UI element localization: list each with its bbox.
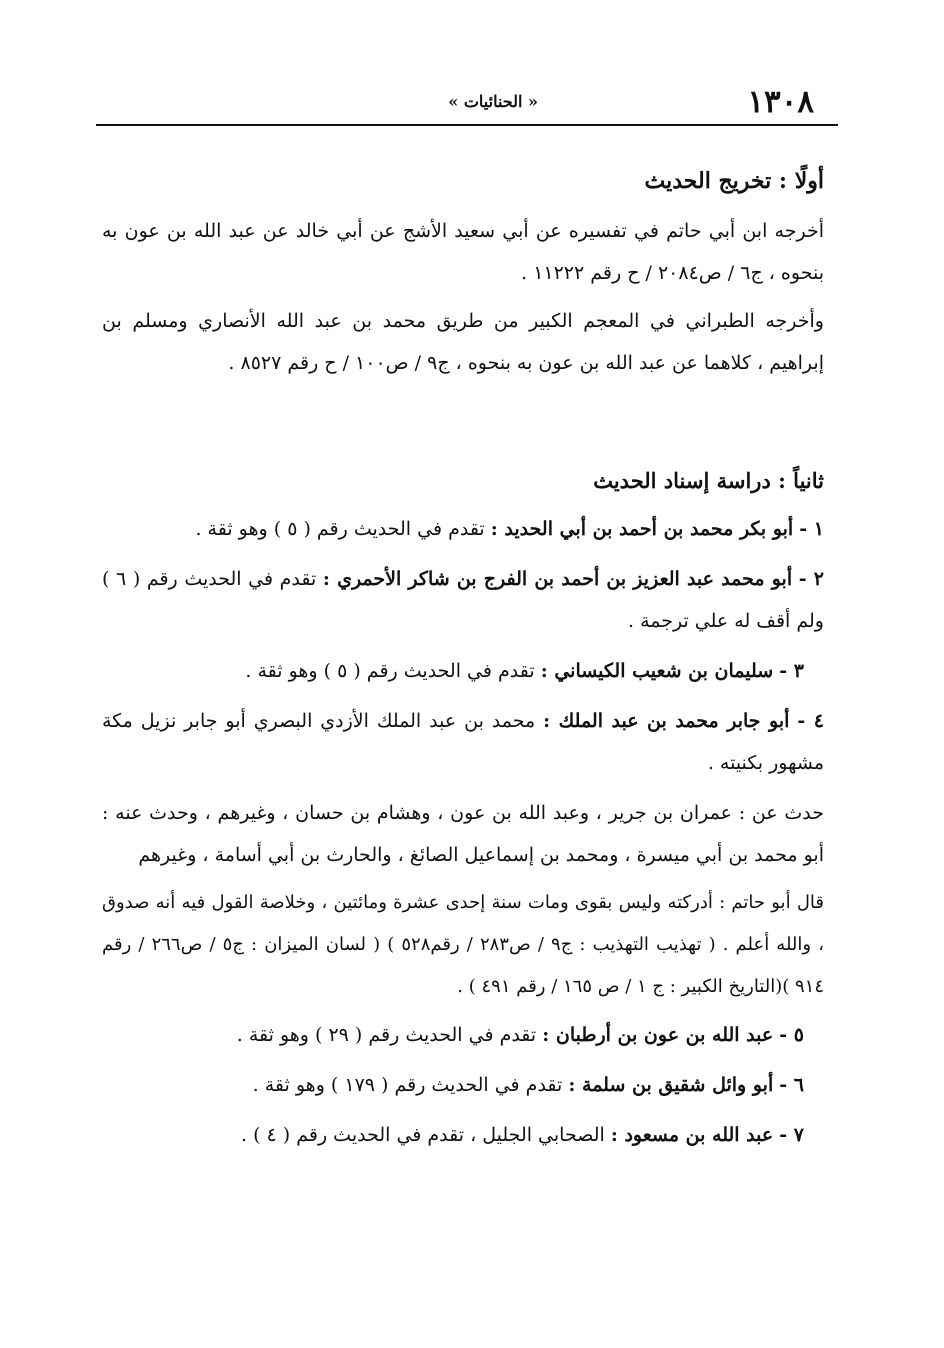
- narrator-name: عبد الله بن عون بن أرطبان :: [542, 1024, 774, 1046]
- narrator-name: أبو وائل شقيق بن سلمة :: [568, 1074, 774, 1096]
- narrator-number: ٣ -: [779, 660, 804, 682]
- narrator-item-3: [102, 650, 824, 692]
- section-gap: [102, 390, 824, 460]
- narrator-number: ١ -: [799, 518, 824, 540]
- narrator-item-7: [102, 1114, 824, 1156]
- narrator-name: أبو جابر محمد بن عبد الملك :: [543, 710, 790, 732]
- narrator-note: تقدم في الحديث رقم ( ٦ ) ولم أقف له علي ترجمة .: [102, 568, 824, 632]
- narrator-item-4: [102, 700, 824, 784]
- narrator-4-verdict: قال أبو حاتم : أدركته وليس بقوى ومات سنة إحدى عشرة ومائتين ، وخلاصة القول فيه أنه صدوق ، والله أعلم . ( تهذيب التهذيب : ج٩ / ص٢٨٣ / رقم٥٢٨ ) ( لسان الميزان : ج٥ / ص٢٦٦ / رقم ٩١٤ )(التاريخ الكبير : ج ١ / ص ١٦٥ / رقم ٤٩١ ) .: [102, 892, 825, 997]
- narrator-note: تقدم في الحديث رقم ( ١٧٩ ) وهو ثقة .: [252, 1074, 563, 1096]
- narrator-name: عبد الله بن مسعود :: [610, 1124, 774, 1146]
- takhrij-paragraph-1: أخرجه ابن أبي حاتم في تفسيره عن أبي سعيد الأشج عن أبي خالد عن عبد الله بن عون به بنحوه ، ج٦ / ص٢٠٨٤ / ح رقم ١١٢٢٢ .: [102, 220, 824, 284]
- running-title: « الحنائيات »: [448, 92, 538, 111]
- narrator-item-5: [102, 1014, 824, 1056]
- narrator-name: أبو محمد عبد العزيز بن أحمد بن الفرج بن شاكر الأحمري :: [322, 568, 793, 590]
- narrator-note: تقدم في الحديث رقم ( ٢٩ ) وهو ثقة .: [236, 1024, 537, 1046]
- section-heading-isnad: ثانياً : دراسة إسناد الحديث: [593, 468, 824, 493]
- narrator-note: تقدم في الحديث رقم ( ٥ ) وهو ثقة .: [195, 518, 485, 540]
- takhrij-paragraph-2: وأخرجه الطبراني في المعجم الكبير من طريق محمد بن عبد الله الأنصاري ومسلم بن إبراهيم ، كلاهما عن عبد الله بن عون به بنحوه ، ج٩ / ص١٠٠ / ح رقم ٨٥٢٧ .: [102, 310, 824, 374]
- narrator-note: محمد بن عبد الملك الأزدي البصري أبو جابر نزيل مكة مشهور بكنيته .: [102, 710, 824, 774]
- narrator-note: الصحابي الجليل ، تقدم في الحديث رقم ( ٤ ) .: [240, 1124, 605, 1146]
- narrator-note: تقدم في الحديث رقم ( ٥ ) وهو ثقة .: [245, 660, 535, 682]
- narrator-item-1: [102, 508, 824, 550]
- narrator-number: ٥ -: [779, 1024, 804, 1046]
- narrator-number: ٤ -: [797, 710, 824, 732]
- page-header: [96, 84, 838, 126]
- header-rule: [96, 124, 838, 126]
- narrator-item-6: [102, 1064, 824, 1106]
- narrator-number: ٢ -: [798, 568, 824, 590]
- narrator-4-transmission: حدث عن : عمران بن جرير ، وعبد الله بن عون ، وهشام بن حسان ، وغيرهم ، وحدث عنه : أبو محمد بن أبي ميسرة ، ومحمد بن إسماعيل الصائغ ، والحارث بن أبي أسامة ، وغيرهم: [102, 802, 824, 866]
- narrator-name: سليمان بن شعيب الكيساني :: [540, 660, 774, 682]
- narrator-name: أبو بكر محمد بن أحمد بن أبي الحديد :: [490, 518, 794, 540]
- narrator-item-2: [102, 558, 824, 642]
- page-number: ١٣٠٨: [747, 84, 814, 120]
- section-heading-takhrij: أولًا : تخريج الحديث: [644, 168, 824, 194]
- page-body: [102, 160, 824, 1164]
- narrator-number: ٦ -: [779, 1074, 804, 1096]
- narrator-number: ٧ -: [779, 1124, 804, 1146]
